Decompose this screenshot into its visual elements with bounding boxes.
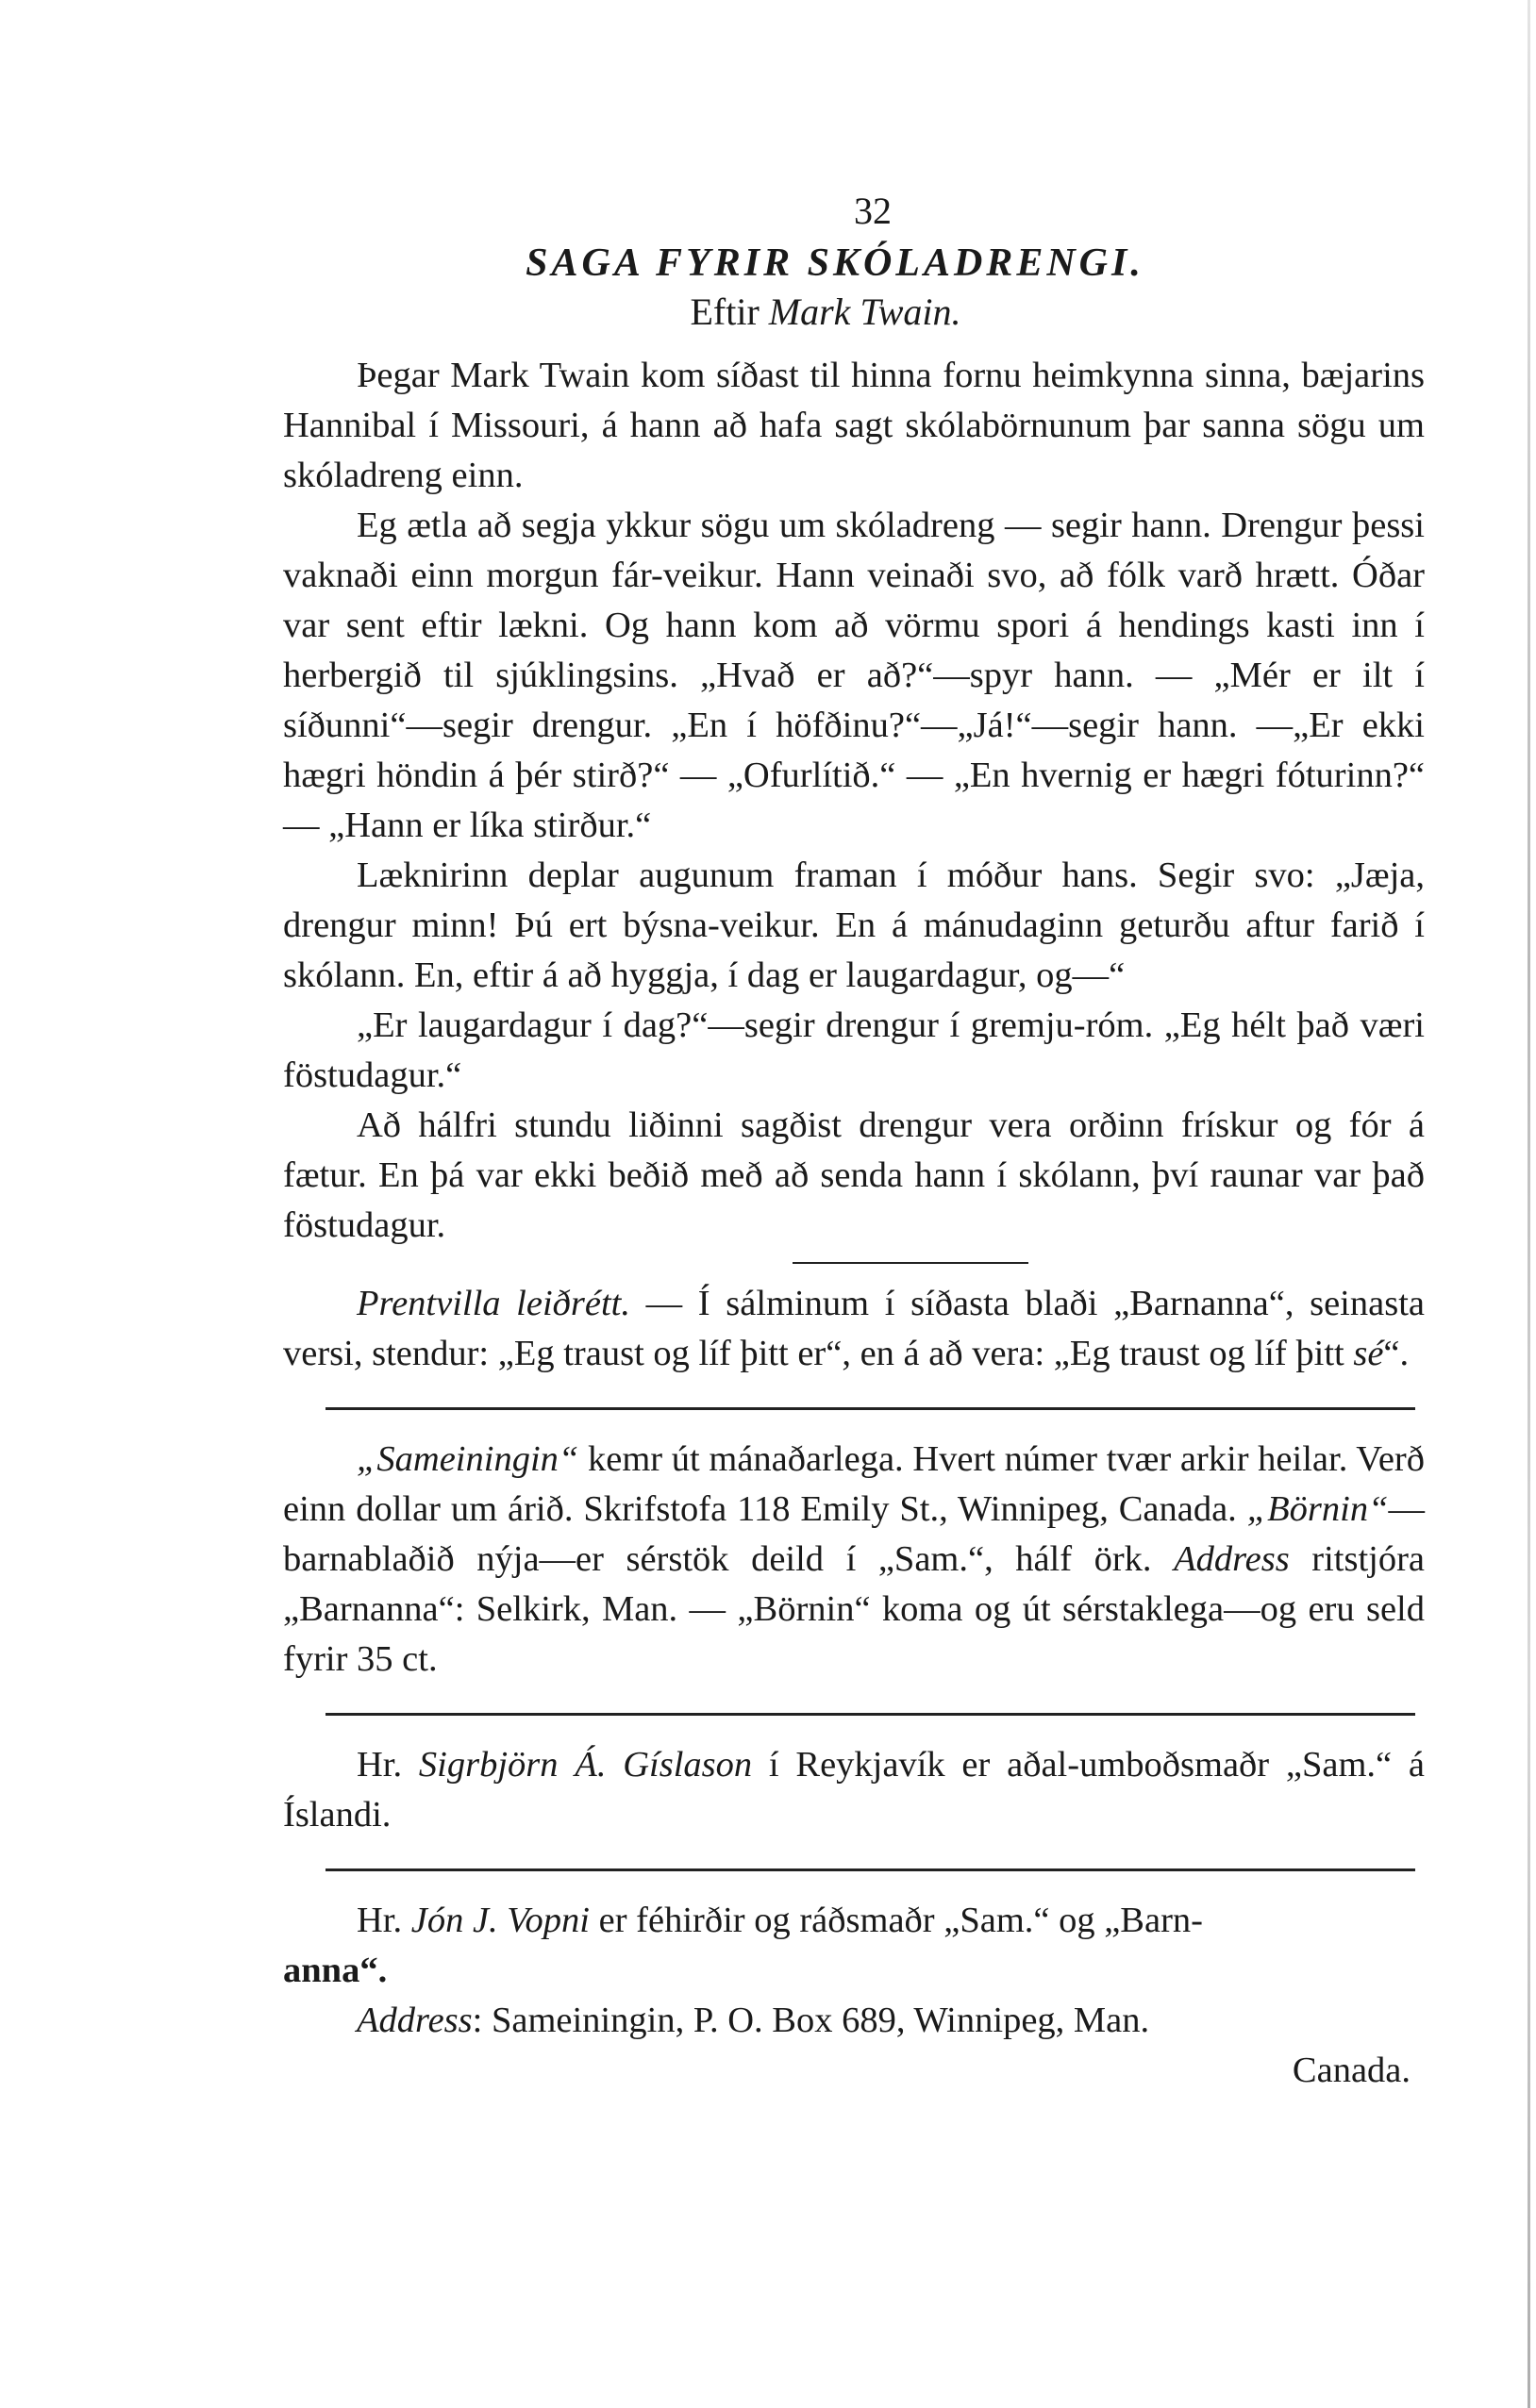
story-paragraph-5: Að hálfri stundu liðinni sagðist drengur vera orðinn frískur og fór á fætur. En þá var ekki beðið með að senda hann í skólann, því raunar var það föstudagur. bbox=[283, 1105, 1425, 1245]
notice-paragraph bbox=[283, 1435, 1425, 1685]
treasurer-prefix: Hr. bbox=[357, 1901, 411, 1940]
paper-name: „Sameiningin“ bbox=[357, 1439, 579, 1479]
scan-edge bbox=[1528, 0, 1530, 2408]
notice-text-2: —barnablaðið nýja—er sérstök deild í „Sam.“, hálf örk. bbox=[283, 1489, 1425, 1579]
agent-name: Sigrbjörn Á. Gíslason bbox=[418, 1745, 753, 1785]
correction-text: — Í sálminum í síðasta blaði „Barnanna“, seinasta versi, stendur: „Eg traust og líf þitt er“, en á að vera: „Eg traust og líf þitt bbox=[283, 1284, 1425, 1373]
divider-2 bbox=[326, 1713, 1415, 1716]
treasurer-address-text: : Sameiningin, P. O. Box 689, Winnipeg, Man. bbox=[472, 2001, 1150, 2040]
story-paragraph-1: Þegar Mark Twain kom síðast til hinna fornu heimkynna sinna, bæjarins Hannibal í Missouri, á hann að hafa sagt skólabörnunum þar sanna sögu um skóladreng einn. bbox=[283, 356, 1425, 495]
story-paragraph-2: Eg ætla að segja ykkur sögu um skóladreng — segir hann. Drengur þessi vaknaði einn morgun fár-veikur. Hann veinaði svo, að fólk varð hrætt. Óðar var sent eftir lækni. Og hann kom að vörmu spori á hendings kasti inn í herbergið til sjúklingsins. „Hvað er að?“—spyr hann. — „Mér er ilt í síðunni“—segir drengur. „En í höfðinu?“—„Já!“—segir hann. —„Er ekki hægri höndin á þér stirð?“ — „Ofurlítið.“ — „En hvernig er hægri fóturinn?“ — „Hann er líka stirður.“ bbox=[283, 506, 1425, 845]
text-column bbox=[283, 189, 1425, 2096]
page-number: 32 bbox=[854, 190, 892, 232]
agent-prefix: Hr. bbox=[357, 1745, 419, 1785]
treasurer-text-end: anna“. bbox=[283, 1951, 388, 1990]
treasurer-country: Canada. bbox=[1292, 2051, 1411, 2090]
byline bbox=[283, 290, 1425, 334]
treasurer-name: Jón J. Vopni bbox=[410, 1901, 590, 1940]
story-paragraph-3: Læknirinn deplar augunum framan í móður hans. Segir svo: „Jæja, drengur minn! Þú ert býsna-veikur. En á mánudaginn geturðu aftur farið í skólann. En, eftir á að hyggja, í dag er laugardagur, og—“ bbox=[283, 855, 1425, 995]
treasurer-paragraph bbox=[283, 1896, 1425, 1996]
agent-text: í Reykjavík er aðal-umboðsmaðr „Sam.“ á Íslandi. bbox=[283, 1745, 1425, 1835]
correction-heading: Prentvilla leiðrétt. bbox=[357, 1284, 630, 1323]
correction-paragraph bbox=[283, 1279, 1425, 1379]
notice-text-1: kemr út mánaðarlega. Hvert númer tvær arkir heilar. Verð einn dollar um árið. Skrifstofa 118 Emily St., Winnipeg, Canada. bbox=[283, 1439, 1425, 1529]
divider-1 bbox=[326, 1407, 1415, 1410]
treasurer-text: er féhirðir og ráðsmaðr „Sam.“ og „Barn- bbox=[590, 1901, 1203, 1940]
byline-prefix: Eftir bbox=[690, 291, 760, 333]
agent-paragraph bbox=[283, 1740, 1425, 1840]
story-paragraph-4: „Er laugardagur í dag?“—segir drengur í gremju-róm. „Eg hélt það væri föstudagur.“ bbox=[283, 1005, 1425, 1095]
byline-author: Mark Twain. bbox=[768, 291, 961, 333]
children-paper-name: „Börnin“ bbox=[1246, 1489, 1389, 1529]
correction-text-end: “. bbox=[1383, 1334, 1410, 1373]
short-divider bbox=[793, 1262, 1028, 1264]
notice-address-label: Address bbox=[1174, 1539, 1290, 1579]
notice-text-3: ritstjóra „Barnanna“: Selkirk, Man. — „Börnin“ koma og út sérstaklega—og eru seld fyrir 35 ct. bbox=[283, 1539, 1425, 1679]
correction-italic-word: sé bbox=[1353, 1334, 1384, 1373]
story-title: SAGA FYRIR SKÓLADRENGI. bbox=[526, 241, 1144, 285]
divider-3 bbox=[326, 1868, 1415, 1871]
treasurer-address bbox=[283, 1996, 1425, 2046]
treasurer-address-label: Address bbox=[357, 2001, 473, 2040]
